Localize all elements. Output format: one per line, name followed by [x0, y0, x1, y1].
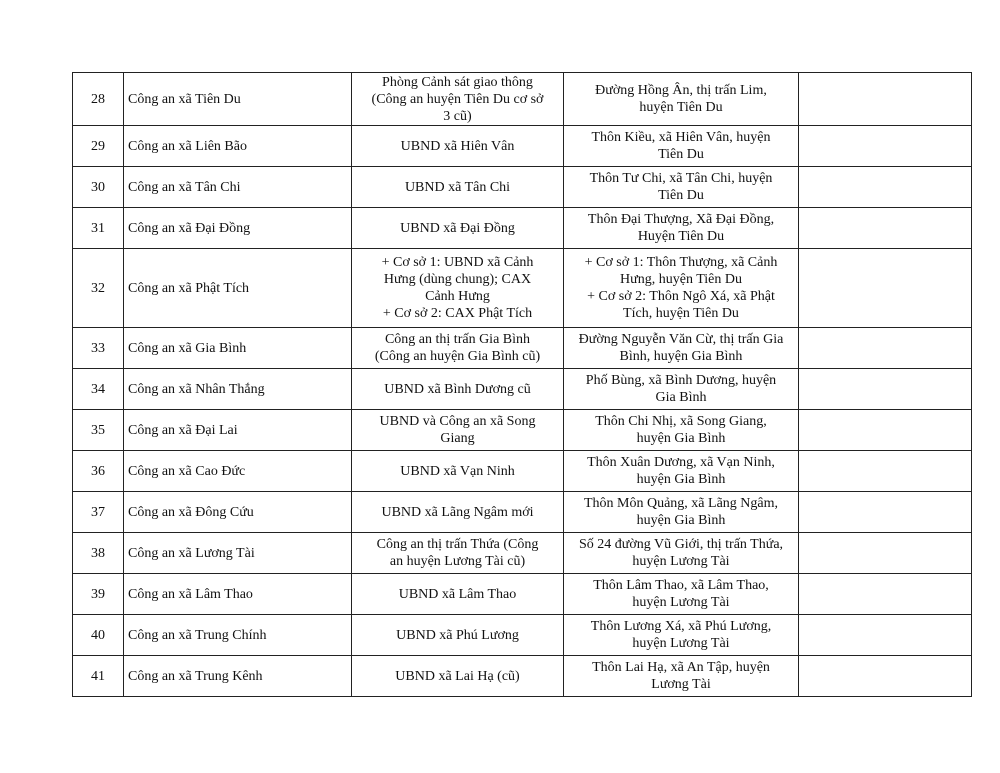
unit-name-cell: Công an xã Lương Tài: [124, 533, 352, 574]
address-line: Tiên Du: [658, 147, 704, 162]
workplace-cell: [352, 328, 564, 369]
workplace-line: + Cơ sở 2: CAX Phật Tích: [382, 306, 533, 321]
address-cell: [564, 328, 799, 369]
row-number-cell: 38: [73, 533, 124, 574]
address-line: Thôn Môn Quảng, xã Lãng Ngâm,: [583, 496, 779, 511]
note-cell: [799, 451, 972, 492]
workplace-cell: [352, 208, 564, 249]
note-cell: [799, 533, 972, 574]
workplace-line: UBND xã Lâm Thao: [398, 586, 517, 602]
address-line: + Cơ sở 2: Thôn Ngô Xá, xã Phật: [587, 289, 775, 304]
table-row: [73, 492, 972, 533]
unit-name-cell: Công an xã Đông Cứu: [124, 492, 352, 533]
workplace-line: UBND xã Phú Lương: [396, 627, 519, 643]
unit-name-cell: Công an xã Phật Tích: [124, 249, 352, 328]
workplace-line: (Công an huyện Gia Bình cũ): [374, 349, 541, 364]
police-station-table: [72, 72, 972, 697]
address-line: Đường Nguyễn Văn Cừ, thị trấn Gia: [578, 332, 784, 347]
address-cell: [564, 574, 799, 615]
note-cell: [799, 73, 972, 126]
workplace-line: 3 cũ): [443, 108, 472, 124]
address-line: huyện Gia Bình: [636, 513, 726, 528]
row-number-cell: 28: [73, 73, 124, 126]
workplace-line: Công an thị trấn Thứa (Công: [376, 537, 539, 552]
table-row: [73, 73, 972, 126]
address-cell: [564, 656, 799, 697]
table-row: [73, 208, 972, 249]
address-cell: [564, 249, 799, 328]
unit-name-cell: Công an xã Đại Đồng: [124, 208, 352, 249]
note-cell: [799, 574, 972, 615]
row-number-cell: 32: [73, 249, 124, 328]
workplace-line: Công an thị trấn Gia Bình: [384, 332, 531, 347]
address-line: huyện Tiên Du: [639, 100, 723, 115]
unit-name-cell: Công an xã Liên Bão: [124, 126, 352, 167]
row-number-cell: 39: [73, 574, 124, 615]
row-number-cell: 29: [73, 126, 124, 167]
workplace-cell: [352, 126, 564, 167]
note-cell: [799, 615, 972, 656]
address-line: Thôn Lai Hạ, xã An Tập, huyện: [592, 660, 770, 675]
table-row: [73, 533, 972, 574]
workplace-line: UBND xã Tân Chi: [404, 179, 511, 195]
workplace-line: UBND xã Lãng Ngâm mới: [381, 504, 534, 520]
workplace-cell: [352, 615, 564, 656]
note-cell: [799, 249, 972, 328]
address-line: Bình, huyện Gia Bình: [619, 349, 743, 364]
row-number-cell: 34: [73, 369, 124, 410]
row-number-cell: 35: [73, 410, 124, 451]
workplace-cell: [352, 73, 564, 126]
unit-name-cell: Công an xã Lâm Thao: [124, 574, 352, 615]
table-row: [73, 410, 972, 451]
note-cell: [799, 656, 972, 697]
workplace-cell: [352, 451, 564, 492]
row-number-cell: 40: [73, 615, 124, 656]
workplace-cell: [352, 574, 564, 615]
unit-name-cell: Công an xã Đại Lai: [124, 410, 352, 451]
address-line: Gia Bình: [655, 390, 707, 405]
address-line: Thôn Kiều, xã Hiên Vân, huyện: [591, 130, 771, 145]
table-body: [73, 73, 972, 697]
note-cell: [799, 328, 972, 369]
unit-name-cell: Công an xã Tân Chi: [124, 167, 352, 208]
unit-name-cell: Công an xã Trung Kênh: [124, 656, 352, 697]
row-number-cell: 37: [73, 492, 124, 533]
address-line: huyện Gia Bình: [636, 472, 726, 487]
address-line: Huyện Tiên Du: [637, 229, 725, 244]
workplace-cell: [352, 492, 564, 533]
workplace-cell: [352, 656, 564, 697]
workplace-line: Giang: [440, 431, 475, 446]
address-line: Thôn Đại Thượng, Xã Đại Đồng,: [587, 212, 775, 227]
address-line: Thôn Chi Nhị, xã Song Giang,: [595, 414, 767, 429]
note-cell: [799, 126, 972, 167]
workplace-line: UBND xã Vạn Ninh: [400, 463, 515, 479]
table-row: [73, 574, 972, 615]
unit-name-cell: Công an xã Nhân Thắng: [124, 369, 352, 410]
table-row: [73, 249, 972, 328]
address-cell: [564, 208, 799, 249]
address-line: Hưng, huyện Tiên Du: [620, 272, 742, 287]
address-cell: [564, 492, 799, 533]
workplace-line: UBND và Công an xã Song: [379, 414, 536, 429]
workplace-line: UBND xã Lai Hạ (cũ): [395, 668, 520, 684]
address-line: huyện Lương Tài: [632, 636, 730, 651]
address-line: Phố Bùng, xã Bình Dương, huyện: [585, 373, 777, 388]
address-line: huyện Lương Tài: [632, 554, 730, 569]
table-row: [73, 451, 972, 492]
address-line: Tích, huyện Tiên Du: [623, 306, 739, 321]
note-cell: [799, 369, 972, 410]
address-cell: [564, 73, 799, 126]
table-row: [73, 126, 972, 167]
note-cell: [799, 410, 972, 451]
row-number-cell: 31: [73, 208, 124, 249]
table-row: [73, 656, 972, 697]
workplace-cell: [352, 369, 564, 410]
workplace-line: UBND xã Hiên Vân: [400, 138, 515, 154]
workplace-line: an huyện Lương Tài cũ): [389, 554, 526, 569]
address-cell: [564, 615, 799, 656]
unit-name-cell: Công an xã Trung Chính: [124, 615, 352, 656]
row-number-cell: 30: [73, 167, 124, 208]
address-line: Số 24 đường Vũ Giới, thị trấn Thứa,: [578, 537, 784, 552]
address-line: Thôn Lương Xá, xã Phú Lương,: [590, 619, 772, 634]
note-cell: [799, 208, 972, 249]
address-line: Thôn Lâm Thao, xã Lâm Thao,: [593, 578, 769, 593]
workplace-cell: [352, 533, 564, 574]
unit-name-cell: Công an xã Tiên Du: [124, 73, 352, 126]
table-row: [73, 167, 972, 208]
address-line: + Cơ sở 1: Thôn Thượng, xã Cảnh: [584, 255, 778, 270]
workplace-line: Phòng Cảnh sát giao thông: [382, 74, 533, 90]
row-number-cell: 36: [73, 451, 124, 492]
workplace-line: UBND xã Bình Dương cũ: [384, 381, 531, 397]
workplace-cell: [352, 410, 564, 451]
unit-name-cell: Công an xã Cao Đức: [124, 451, 352, 492]
unit-name-cell: Công an xã Gia Bình: [124, 328, 352, 369]
address-line: Tiên Du: [658, 188, 704, 203]
row-number-cell: 33: [73, 328, 124, 369]
address-line: Lương Tài: [651, 677, 711, 692]
table-row: [73, 328, 972, 369]
workplace-line: (Công an huyện Tiên Du cơ sở: [371, 91, 544, 107]
table-row: [73, 369, 972, 410]
address-cell: [564, 167, 799, 208]
address-line: huyện Gia Bình: [636, 431, 726, 446]
address-cell: [564, 533, 799, 574]
workplace-cell: [352, 167, 564, 208]
note-cell: [799, 167, 972, 208]
address-cell: [564, 410, 799, 451]
workplace-line: UBND xã Đại Đồng: [400, 220, 515, 236]
note-cell: [799, 492, 972, 533]
address-line: huyện Lương Tài: [632, 595, 730, 610]
table-row: [73, 615, 972, 656]
address-line: Thôn Tư Chi, xã Tân Chi, huyện: [589, 171, 773, 186]
workplace-line: Cảnh Hưng: [425, 289, 490, 304]
address-cell: [564, 451, 799, 492]
address-line: Đường Hồng Ân, thị trấn Lim,: [595, 83, 767, 98]
address-cell: [564, 369, 799, 410]
address-line: Thôn Xuân Dương, xã Vạn Ninh,: [587, 455, 775, 470]
row-number-cell: 41: [73, 656, 124, 697]
workplace-line: Hưng (dùng chung); CAX: [383, 272, 532, 287]
workplace-cell: [352, 249, 564, 328]
address-cell: [564, 126, 799, 167]
workplace-line: + Cơ sở 1: UBND xã Cảnh: [381, 255, 534, 270]
